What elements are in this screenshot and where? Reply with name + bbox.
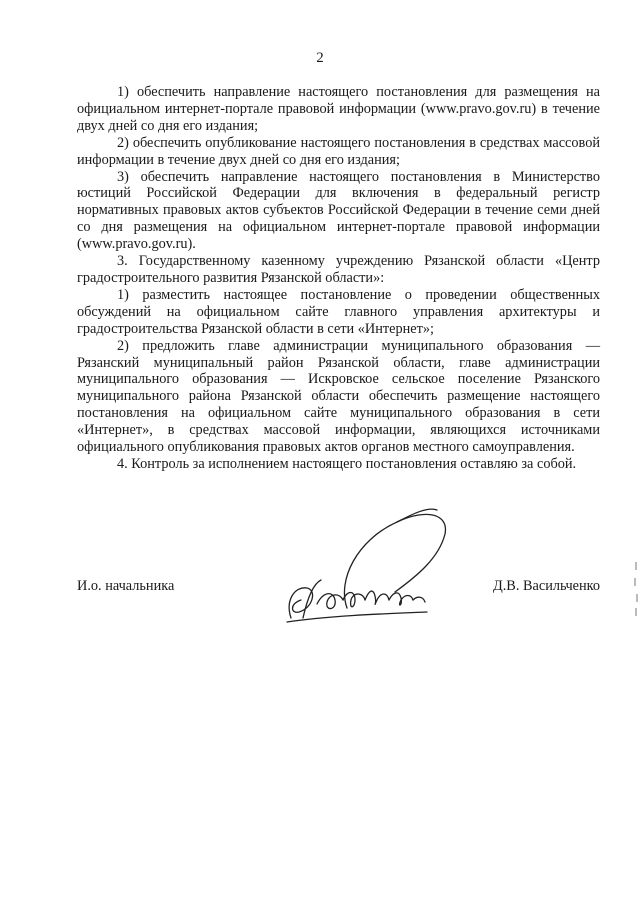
paragraph-4: 3. Государственному казенному учреждению Рязанской области «Центр градостроительного развития Рязанской области»: xyxy=(77,253,600,286)
paragraph-5: 1) разместить настоящее постановление о проведении общественных обсуждений на официальном сайте главного управления архитектуры и градостроительства Рязанской области в сети «Интернет»; xyxy=(77,286,600,337)
signatory-name: Д.В. Васильченко xyxy=(492,578,600,594)
paragraph-7: 4. Контроль за исполнением настоящего постановления оставляю за собой. xyxy=(117,455,577,472)
paragraph-3: 3) обеспечить направление настоящего постановления в Министерство юстиций Российской Федерации для включения в федеральный регистр нормативных правовых актов субъектов Российской Федерации в течение семи дней со дня размещения на официальном интернет-портале правовой информации (www.pravo.gov.ru). xyxy=(77,168,600,253)
paragraph-6: 2) предложить главе администрации муниципального образования — Рязанский муниципальный район Рязанской области, главе администрации муниципального образования — Искровское сельское поселение Рязанского муниципального района Рязанской области обеспечить размещение настоящего постановления на официальном сайте муниципального образования в сети «Интернет», в средствах массовой информации, являющихся источниками официального опубликования правовых актов органов местного самоуправления. xyxy=(77,337,600,456)
paragraph-2: 2) обеспечить опубликование настоящего постановления в средствах массовой информации в течение двух дней со дня его издания; xyxy=(77,134,600,168)
handwritten-signature xyxy=(277,500,467,630)
scan-edge-marks xyxy=(632,560,640,620)
page-number: 2 xyxy=(316,50,324,66)
signatory-title: И.о. начальника xyxy=(77,578,175,594)
signature-block xyxy=(77,570,600,630)
document-body xyxy=(77,84,600,473)
paragraph-1: 1) обеспечить направление настоящего постановления для размещения на официальном интернет-портале правовой информации (www.pravo.gov.ru) в течение двух дней со дня его издания; xyxy=(77,84,600,134)
